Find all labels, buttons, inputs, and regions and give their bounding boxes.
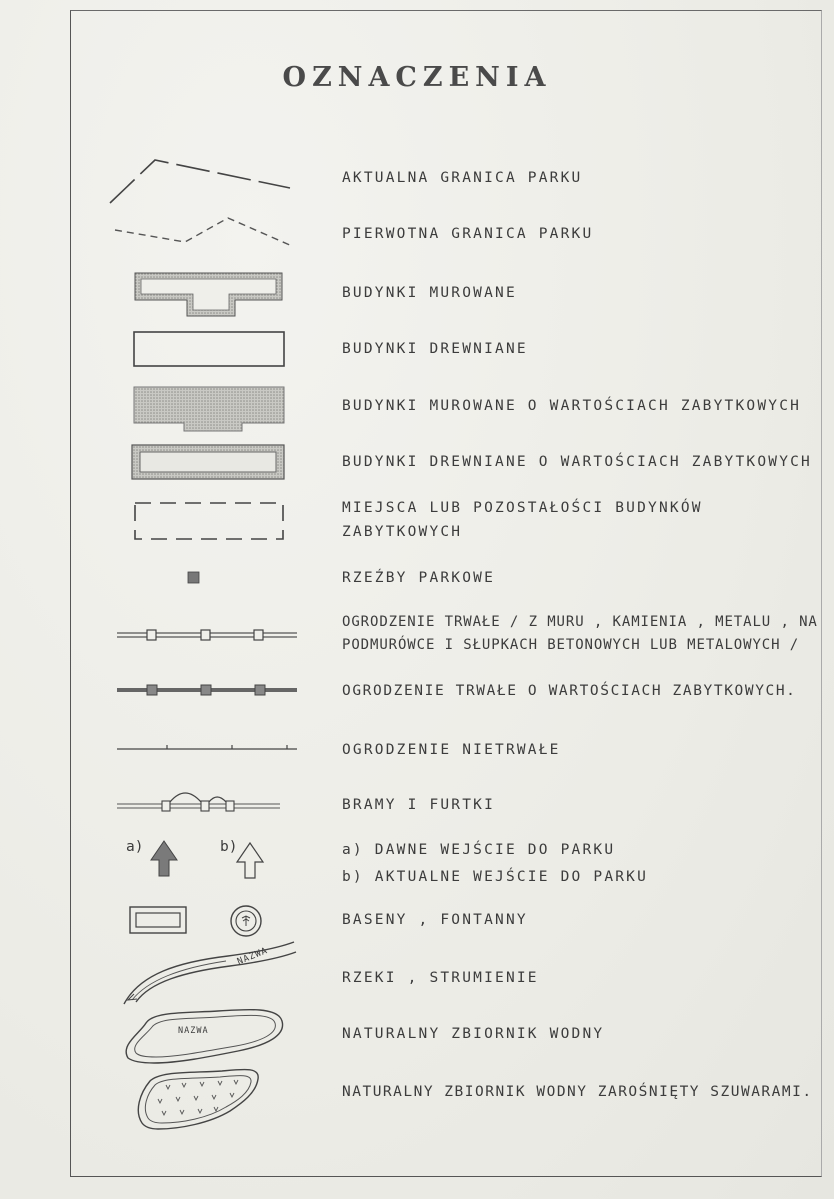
reed-lake-symbol xyxy=(130,1063,265,1133)
river-name-label: NAZWA xyxy=(236,945,270,968)
legend-label-temporary-fence: OGRODZENIE NIETRWAŁE xyxy=(342,742,561,758)
legend-label-lake: NATURALNY ZBIORNIK WODNY xyxy=(342,1026,605,1042)
legend-label-rivers: RZEKI , STRUMIENIE xyxy=(342,970,539,986)
entrance-label-a: a) xyxy=(126,839,144,855)
legend-label-historic-fence: OGRODZENIE TRWAŁE O WARTOŚCIACH ZABYTKOWYCH. xyxy=(342,683,797,699)
legend-label-wooden-buildings: BUDYNKI DREWNIANE xyxy=(342,341,528,357)
temporary-fence-symbol xyxy=(115,741,300,755)
entrance-label-b: b) xyxy=(220,839,238,855)
legend-label-historic-wooden-buildings: BUDYNKI DREWNIANE O WARTOŚCIACH ZABYTKOWYCH xyxy=(342,454,812,470)
legend-label-current-entrance: b) AKTUALNE WEJŚCIE DO PARKU xyxy=(342,869,649,885)
historic-wooden-building-symbol xyxy=(130,443,288,483)
legend-label-old-entrance: a) DAWNE WEJŚCIE DO PARKU xyxy=(342,842,616,858)
gate-symbol xyxy=(115,782,285,816)
fountain-icon xyxy=(228,903,264,939)
historic-brick-building-symbol xyxy=(132,385,287,435)
lake-name-label: NAZWA xyxy=(178,1026,209,1036)
legend-label-pools: BASENY , FONTANNY xyxy=(342,912,528,928)
wooden-building-symbol xyxy=(132,330,287,370)
legend-label-historic-brick-buildings: BUDYNKI MUROWANE O WARTOŚCIACH ZABYTKOWYCH xyxy=(342,398,802,414)
building-remains-symbol xyxy=(132,500,287,542)
original-boundary-symbol xyxy=(110,212,300,252)
legend-label-permanent-fence-line1: OGRODZENIE TRWAŁE / Z MURU , KAMIENIA , METALU , NA xyxy=(342,614,818,630)
current-entrance-arrow-icon xyxy=(234,840,266,882)
brick-building-symbol xyxy=(132,270,287,322)
legend-label-original-boundary: PIERWOTNA GRANICA PARKU xyxy=(342,226,594,242)
current-boundary-symbol xyxy=(100,148,300,208)
legend-label-building-remains-line1: MIEJSCA LUB POZOSTAŁOŚCI BUDYNKÓW xyxy=(342,500,703,516)
legend-label-gates: BRAMY I FURTKI xyxy=(342,797,496,813)
legend-label-brick-buildings: BUDYNKI MUROWANE xyxy=(342,285,517,301)
legend-label-current-boundary: AKTUALNA GRANICA PARKU xyxy=(342,170,583,186)
historic-fence-symbol xyxy=(115,682,300,700)
legend-label-building-remains-line2: ZABYTKOWYCH xyxy=(342,524,463,540)
legend-title: OZNACZENIA xyxy=(282,62,552,93)
permanent-fence-symbol xyxy=(115,626,300,646)
legend-label-reed-lake: NATURALNY ZBIORNIK WODNY ZAROŚNIĘTY SZUWARAMI. xyxy=(342,1084,813,1100)
legend-label-sculptures: RZEŹBY PARKOWE xyxy=(342,570,496,586)
old-entrance-arrow-icon xyxy=(148,838,180,880)
legend-label-permanent-fence-line2: PODMURÓWCE I SŁUPKACH BETONOWYCH LUB METALOWYCH / xyxy=(342,637,800,653)
pool-symbol xyxy=(128,905,190,937)
sculpture-symbol xyxy=(186,570,202,586)
river-symbol xyxy=(118,940,298,1008)
